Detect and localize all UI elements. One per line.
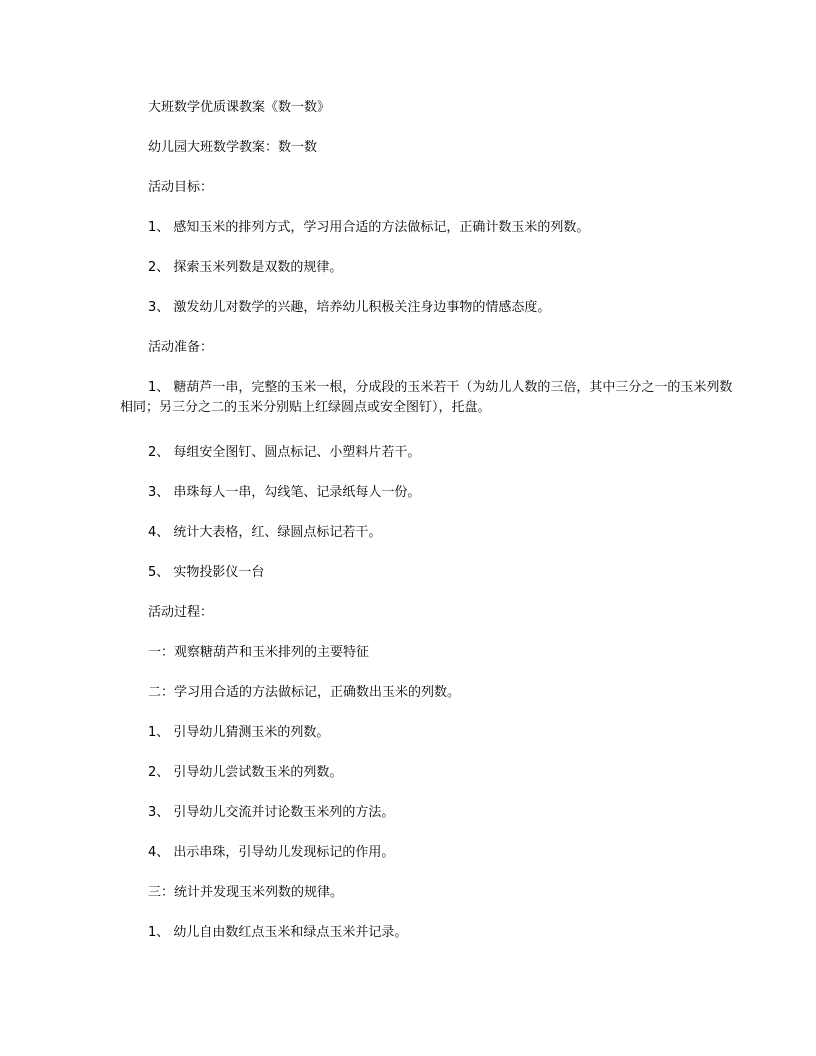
process-heading: 活动过程：: [148, 605, 214, 620]
process-step: 二：学习用合适的方法做标记，正确数出玉米的列数。: [148, 685, 461, 700]
process-item: 3、 引导幼儿交流并讨论数玉米列的方法。: [148, 805, 395, 820]
prep-item: 5、 实物投影仪一台: [148, 565, 265, 580]
process-item: 4、 出示串珠，引导幼儿发现标记的作用。: [148, 845, 395, 860]
prep-heading: 活动准备：: [148, 340, 214, 355]
process-item: 1、 引导幼儿猜测玉米的列数。: [148, 725, 330, 740]
process-step: 三：统计并发现玉米列数的规律。: [148, 885, 344, 900]
document-subtitle: 幼儿园大班数学教案：数一数: [148, 140, 318, 155]
goals-heading: 活动目标：: [148, 180, 214, 195]
prep-item: 1、 糖葫芦一串，完整的玉米一根，分成段的玉米若干（为幼儿人数的三倍，其中三分之一的玉米列数相同；另三分之二的玉米分别贴上红绿圆点或安全图钉），托盘。: [120, 380, 733, 415]
process-item: 2、 引导幼儿尝试数玉米的列数。: [148, 765, 343, 780]
goal-item: 1、 感知玉米的排列方式，学习用合适的方法做标记，正确计数玉米的列数。: [148, 220, 590, 235]
process-item: 1、 幼儿自由数红点玉米和绿点玉米并记录。: [148, 925, 408, 940]
goal-item: 3、 激发幼儿对数学的兴趣，培养幼儿积极关注身边事物的情感态度。: [148, 300, 551, 315]
process-step: 一：观察糖葫芦和玉米排列的主要特征: [148, 645, 370, 660]
prep-item: 3、 串珠每人一串，勾线笔、记录纸每人一份。: [148, 485, 421, 500]
goal-item: 2、 探索玉米列数是双数的规律。: [148, 260, 343, 275]
prep-item: 2、 每组安全图钉、圆点标记、小塑料片若干。: [148, 445, 421, 460]
document-title: 大班数学优质课教案《数一数》: [148, 100, 331, 115]
prep-item: 4、 统计大表格，红、绿圆点标记若干。: [148, 525, 382, 540]
